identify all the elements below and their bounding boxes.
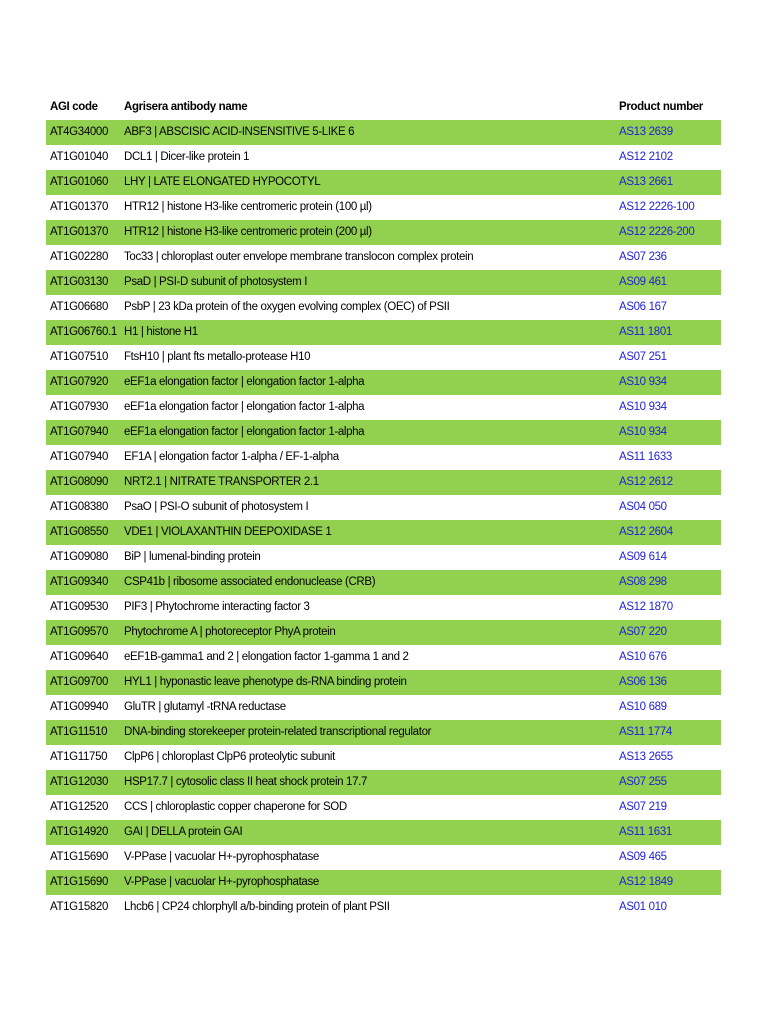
product-number-link[interactable]: AS08 298 bbox=[619, 576, 667, 588]
agi-code-cell: AT1G09940 bbox=[50, 701, 109, 713]
antibody-name-cell: Phytochrome A | photoreceptor PhyA protein bbox=[124, 626, 336, 638]
table-row bbox=[46, 795, 721, 820]
antibody-name-cell: NRT2.1 | NITRATE TRANSPORTER 2.1 bbox=[124, 476, 319, 488]
agi-code-cell: AT1G01060 bbox=[50, 176, 109, 188]
product-number-link[interactable]: AS10 934 bbox=[619, 401, 667, 413]
agi-code-cell: AT1G08380 bbox=[50, 501, 109, 513]
product-number-link[interactable]: AS10 676 bbox=[619, 651, 667, 663]
product-number-link[interactable]: AS04 050 bbox=[619, 501, 667, 513]
agi-code-cell: AT1G11750 bbox=[50, 751, 108, 763]
product-number-link[interactable]: AS07 251 bbox=[619, 351, 667, 363]
antibody-name-cell: DCL1 | Dicer-like protein 1 bbox=[124, 151, 250, 163]
agi-code-cell: AT1G01370 bbox=[50, 201, 109, 213]
table-row bbox=[46, 770, 721, 795]
antibody-name-cell: PsaD | PSI-D subunit of photosystem I bbox=[124, 276, 308, 288]
agi-code-cell: AT1G15690 bbox=[50, 876, 109, 888]
agi-code-cell: AT1G09570 bbox=[50, 626, 109, 638]
product-number-link[interactable]: AS09 465 bbox=[619, 851, 667, 863]
product-number-link[interactable]: AS12 1849 bbox=[619, 876, 673, 888]
agi-code-cell: AT1G08090 bbox=[50, 476, 109, 488]
antibody-name-cell: PsbP | 23 kDa protein of the oxygen evolving complex (OEC) of PSII bbox=[124, 301, 450, 313]
antibody-name-cell: ABF3 | ABSCISIC ACID-INSENSITIVE 5-LIKE 6 bbox=[124, 126, 355, 138]
antibody-name-cell: PsaO | PSI-O subunit of photosystem I bbox=[124, 501, 309, 513]
product-number-link[interactable]: AS09 461 bbox=[619, 276, 667, 288]
table-row bbox=[46, 145, 721, 170]
table-row bbox=[46, 870, 721, 895]
table-row bbox=[46, 420, 721, 445]
product-number-link[interactable]: AS10 689 bbox=[619, 701, 667, 713]
antibody-name-cell: eEF1a elongation factor | elongation factor 1-alpha bbox=[124, 401, 365, 413]
agi-code-cell: AT1G01370 bbox=[50, 226, 109, 238]
agi-code-cell: AT1G15820 bbox=[50, 901, 109, 913]
agi-code-cell: AT1G07940 bbox=[50, 426, 109, 438]
antibody-name-cell: eEF1a elongation factor | elongation factor 1-alpha bbox=[124, 426, 365, 438]
agi-code-cell: AT1G06680 bbox=[50, 301, 109, 313]
product-number-link[interactable]: AS12 2612 bbox=[619, 476, 673, 488]
product-number-link[interactable]: AS11 1631 bbox=[619, 826, 672, 838]
header-product-number: Product number bbox=[619, 101, 703, 113]
table-row bbox=[46, 695, 721, 720]
antibody-name-cell: DNA-binding storekeeper protein-related transcriptional regulator bbox=[124, 726, 432, 738]
table-row bbox=[46, 295, 721, 320]
table-row bbox=[46, 120, 721, 145]
agi-code-cell: AT1G07930 bbox=[50, 401, 109, 413]
product-number-link[interactable]: AS07 219 bbox=[619, 801, 667, 813]
antibody-name-cell: BiP | lumenal-binding protein bbox=[124, 551, 261, 563]
agi-code-cell: AT1G07510 bbox=[50, 351, 109, 363]
agi-code-cell: AT1G11510 bbox=[50, 726, 108, 738]
table-row bbox=[46, 470, 721, 495]
agi-code-cell: AT1G12520 bbox=[50, 801, 109, 813]
agi-code-cell: AT1G09530 bbox=[50, 601, 109, 613]
antibody-name-cell: Toc33 | chloroplast outer envelope membrane translocon complex protein bbox=[124, 251, 474, 263]
agi-code-cell: AT1G14920 bbox=[50, 826, 109, 838]
agi-code-cell: AT1G09340 bbox=[50, 576, 109, 588]
antibody-name-cell: ClpP6 | chloroplast ClpP6 proteolytic subunit bbox=[124, 751, 335, 763]
table-row bbox=[46, 245, 721, 270]
product-number-link[interactable]: AS06 136 bbox=[619, 676, 667, 688]
product-number-link[interactable]: AS07 255 bbox=[619, 776, 667, 788]
table-row bbox=[46, 745, 721, 770]
table-row bbox=[46, 820, 721, 845]
table-row bbox=[46, 320, 721, 345]
antibody-name-cell: eEF1B-gamma1 and 2 | elongation factor 1-gamma 1 and 2 bbox=[124, 651, 409, 663]
antibody-name-cell: PIF3 | Phytochrome interacting factor 3 bbox=[124, 601, 310, 613]
agi-code-cell: AT1G03130 bbox=[50, 276, 109, 288]
agi-code-cell: AT1G01040 bbox=[50, 151, 109, 163]
agi-code-cell: AT1G09700 bbox=[50, 676, 109, 688]
table-row bbox=[46, 270, 721, 295]
antibody-name-cell: HTR12 | histone H3-like centromeric protein (100 µl) bbox=[124, 201, 372, 213]
table-row bbox=[46, 520, 721, 545]
agi-code-cell: AT1G06760.1 bbox=[50, 326, 117, 338]
table-row bbox=[46, 445, 721, 470]
agi-code-cell: AT1G09640 bbox=[50, 651, 109, 663]
product-number-link[interactable]: AS07 236 bbox=[619, 251, 667, 263]
table-row bbox=[46, 845, 721, 870]
table-row bbox=[46, 345, 721, 370]
antibody-name-cell: V-PPase | vacuolar H+-pyrophosphatase bbox=[124, 876, 319, 888]
table-row bbox=[46, 670, 721, 695]
product-number-link[interactable]: AS13 2639 bbox=[619, 126, 673, 138]
product-number-link[interactable]: AS11 1774 bbox=[619, 726, 672, 738]
antibody-name-cell: GluTR | glutamyl -tRNA reductase bbox=[124, 701, 286, 713]
antibody-name-cell: HTR12 | histone H3-like centromeric protein (200 µl) bbox=[124, 226, 372, 238]
agi-code-cell: AT1G07940 bbox=[50, 451, 109, 463]
agi-code-cell: AT1G15690 bbox=[50, 851, 109, 863]
product-number-link[interactable]: AS12 2102 bbox=[619, 151, 673, 163]
agi-code-cell: AT4G34000 bbox=[50, 126, 109, 138]
agi-code-cell: AT1G12030 bbox=[50, 776, 109, 788]
antibody-name-cell: GAI | DELLA protein GAI bbox=[124, 826, 243, 838]
antibody-name-cell: FtsH10 | plant fts metallo-protease H10 bbox=[124, 351, 311, 363]
antibody-name-cell: V-PPase | vacuolar H+-pyrophosphatase bbox=[124, 851, 319, 863]
product-number-link[interactable]: AS06 167 bbox=[619, 301, 667, 313]
table-row bbox=[46, 495, 721, 520]
agi-code-cell: AT1G02280 bbox=[50, 251, 109, 263]
antibody-name-cell: CCS | chloroplastic copper chaperone for SOD bbox=[124, 801, 347, 813]
table-row bbox=[46, 595, 721, 620]
product-number-link[interactable]: AS07 220 bbox=[619, 626, 667, 638]
product-number-link[interactable]: AS12 2604 bbox=[619, 526, 673, 538]
antibody-name-cell: HYL1 | hyponastic leave phenotype ds-RNA binding protein bbox=[124, 676, 407, 688]
table-row bbox=[46, 170, 721, 195]
product-number-link[interactable]: AS11 1633 bbox=[619, 451, 672, 463]
table-row bbox=[46, 620, 721, 645]
antibody-name-cell: CSP41b | ribosome associated endonuclease (CRB) bbox=[124, 576, 376, 588]
product-number-link[interactable]: AS11 1801 bbox=[619, 326, 672, 338]
product-number-link[interactable]: AS10 934 bbox=[619, 376, 667, 388]
table-row bbox=[46, 720, 721, 745]
product-number-link[interactable]: AS09 614 bbox=[619, 551, 667, 563]
product-number-link[interactable]: AS12 2226-200 bbox=[619, 226, 695, 238]
product-number-link[interactable]: AS10 934 bbox=[619, 426, 667, 438]
table-row bbox=[46, 570, 721, 595]
table-row bbox=[46, 895, 721, 920]
agi-code-cell: AT1G09080 bbox=[50, 551, 109, 563]
antibody-name-cell: LHY | LATE ELONGATED HYPOCOTYL bbox=[124, 176, 321, 188]
agi-code-cell: AT1G08550 bbox=[50, 526, 109, 538]
product-number-link[interactable]: AS12 2226-100 bbox=[619, 201, 695, 213]
header-antibody-name: Agrisera antibody name bbox=[124, 101, 248, 113]
table-row bbox=[46, 545, 721, 570]
table-row bbox=[46, 220, 721, 245]
antibody-name-cell: HSP17.7 | cytosolic class II heat shock protein 17.7 bbox=[124, 776, 368, 788]
table-body bbox=[46, 120, 721, 920]
antibody-name-cell: EF1A | elongation factor 1-alpha / EF-1-alpha bbox=[124, 451, 339, 463]
table-row bbox=[46, 645, 721, 670]
product-number-link[interactable]: AS13 2661 bbox=[619, 176, 673, 188]
table-row bbox=[46, 195, 721, 220]
antibody-table bbox=[46, 95, 721, 920]
product-number-link[interactable]: AS01 010 bbox=[619, 901, 667, 913]
header-agi-code: AGI code bbox=[50, 101, 98, 113]
antibody-name-cell: Lhcb6 | CP24 chlorphyll a/b-binding protein of plant PSII bbox=[124, 901, 390, 913]
product-number-link[interactable]: AS12 1870 bbox=[619, 601, 673, 613]
antibody-name-cell: VDE1 | VIOLAXANTHIN DEEPOXIDASE 1 bbox=[124, 526, 332, 538]
antibody-name-cell: H1 | histone H1 bbox=[124, 326, 198, 338]
table-row bbox=[46, 370, 721, 395]
antibody-name-cell: eEF1a elongation factor | elongation factor 1-alpha bbox=[124, 376, 365, 388]
agi-code-cell: AT1G07920 bbox=[50, 376, 109, 388]
product-number-link[interactable]: AS13 2655 bbox=[619, 751, 673, 763]
table-header bbox=[46, 95, 721, 120]
table-row bbox=[46, 395, 721, 420]
